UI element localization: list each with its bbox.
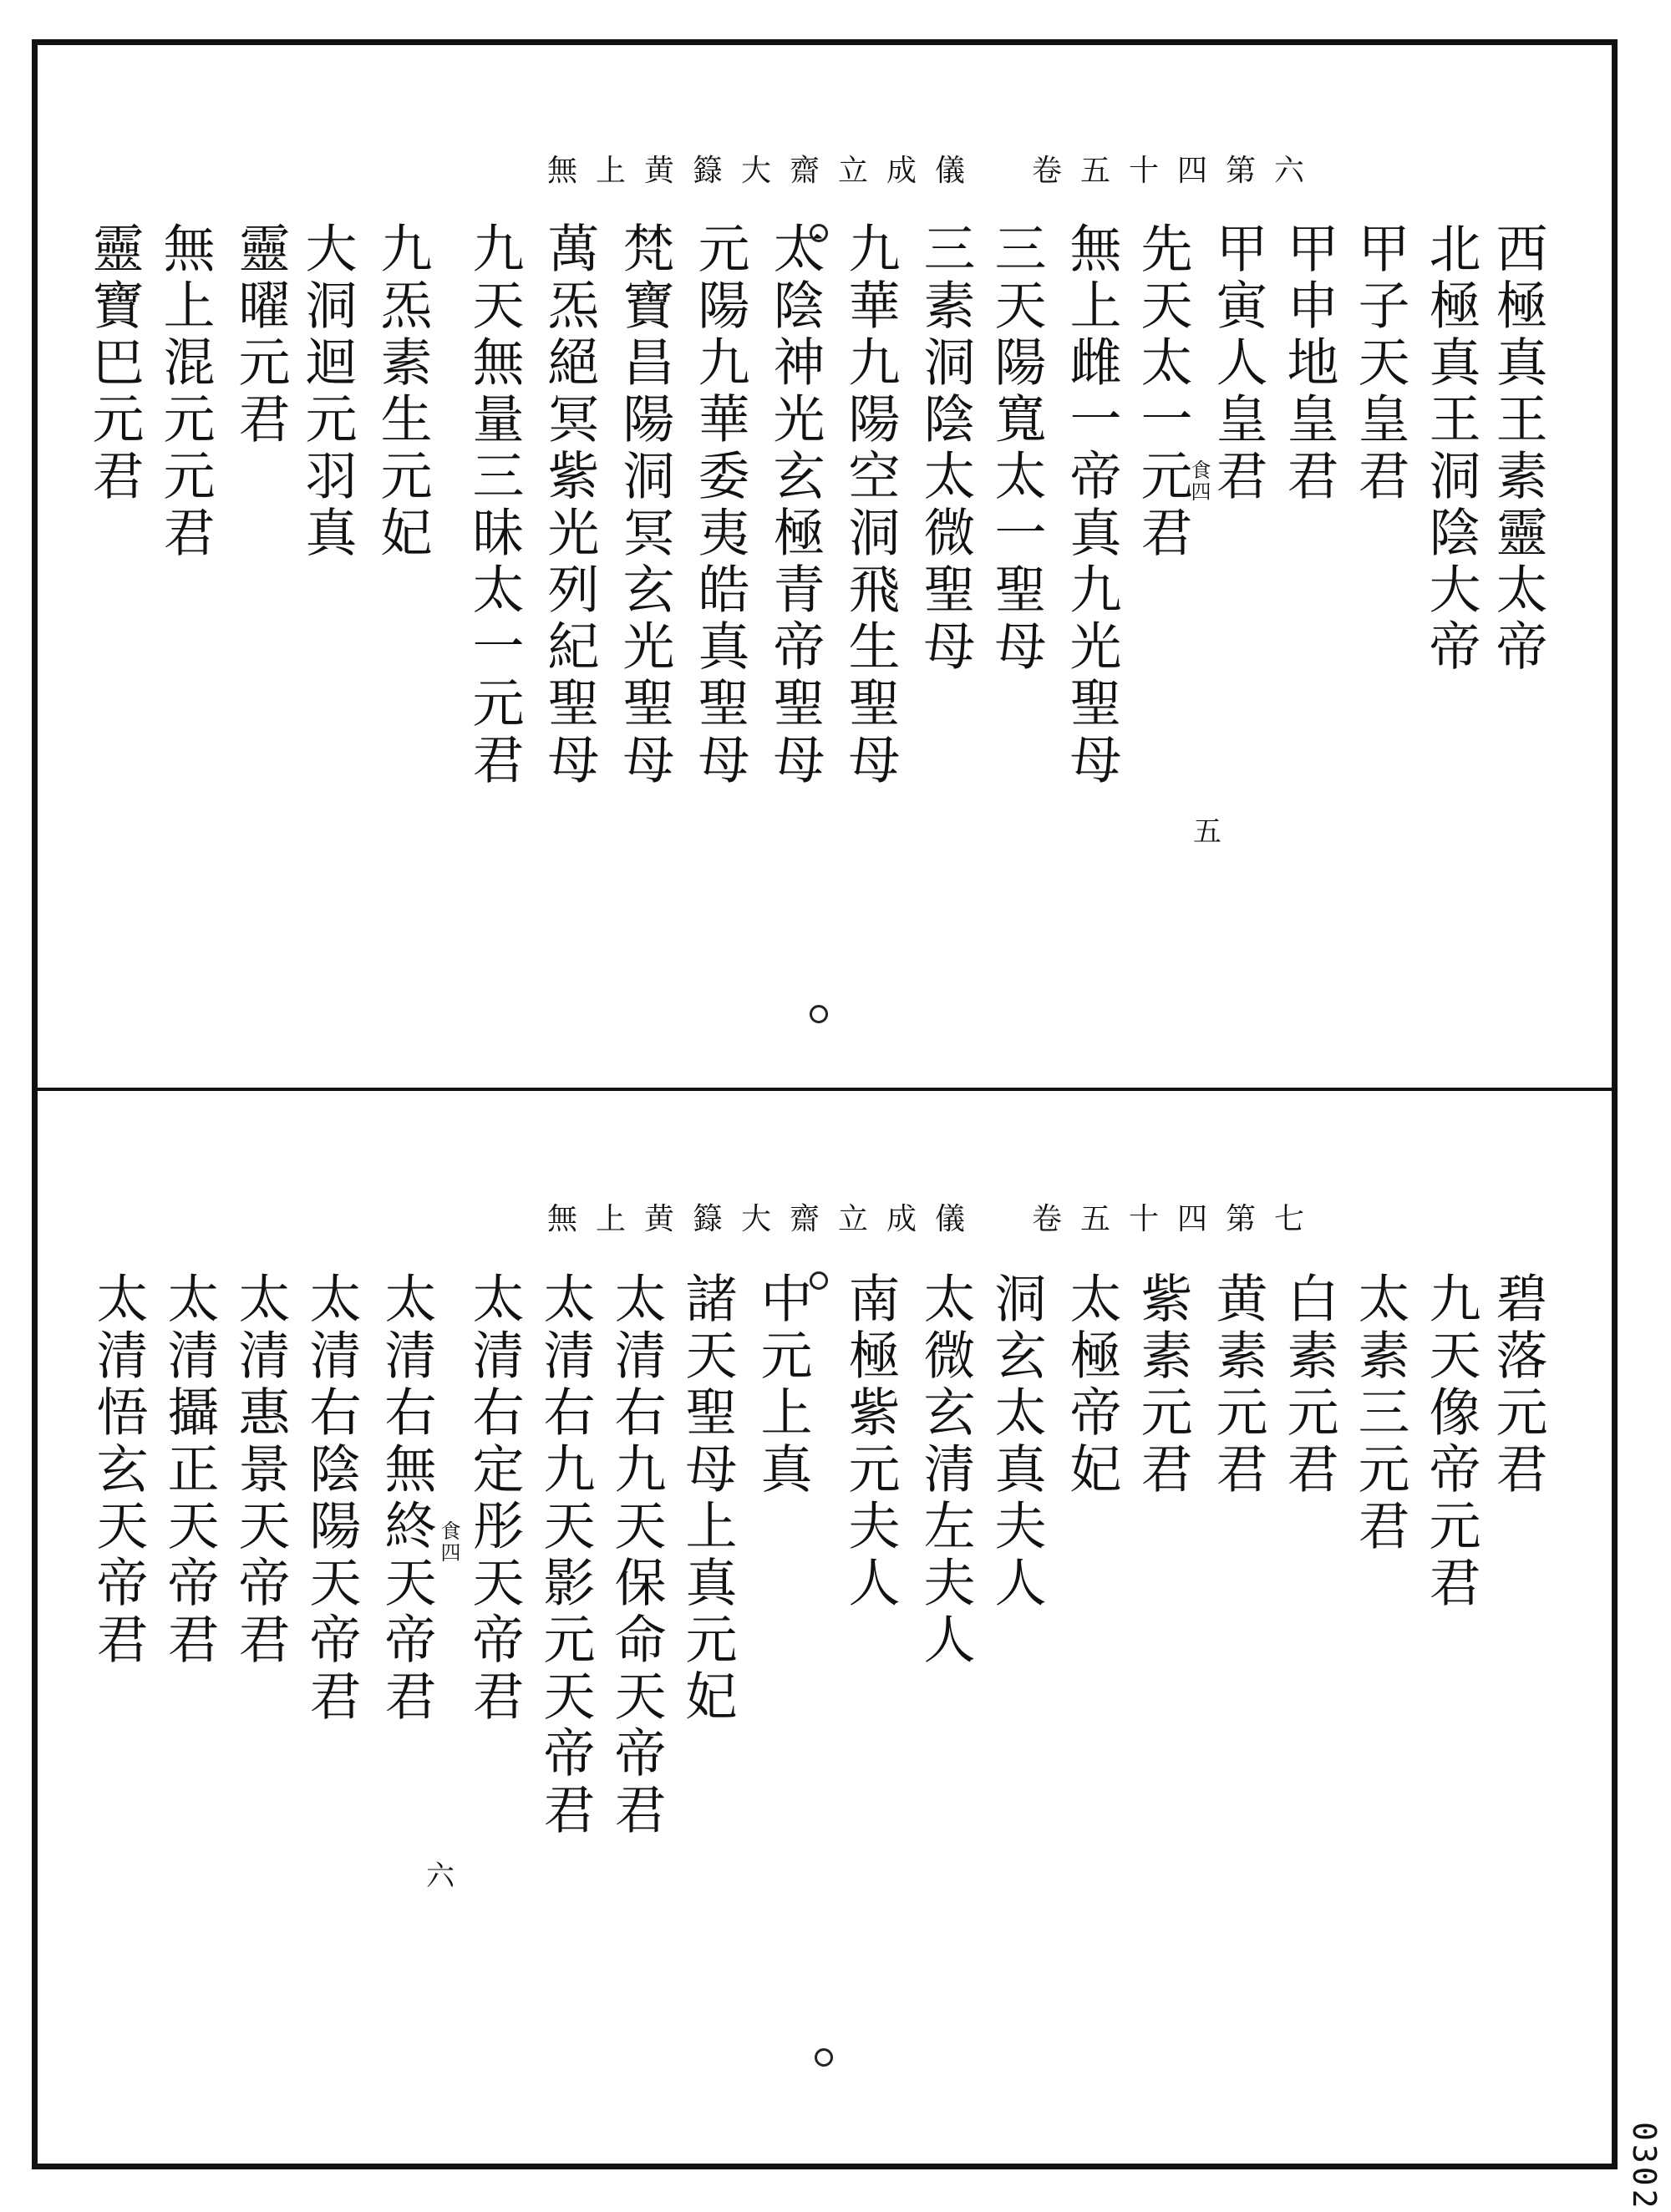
top-column: 甲子天皇君 <box>1349 221 1410 505</box>
top-column: 無上雌一帝真九光聖母 <box>1061 221 1122 789</box>
bottom-small-note: 食四 <box>437 1520 460 1564</box>
top-column: 甲申地皇君 <box>1278 221 1339 505</box>
bottom-column: 太清右無終天帝君 <box>376 1271 437 1726</box>
binding-hole <box>810 224 828 242</box>
top-page-number: 五 <box>1193 815 1222 849</box>
top-small-note: 食四 <box>1187 459 1211 503</box>
bottom-header: 無上黄籙大齋立成儀 卷五十四第七 <box>547 1202 1323 1236</box>
top-column: 先天太一元君 <box>1132 221 1193 562</box>
bottom-column: 洞玄太真夫人 <box>986 1271 1047 1612</box>
bottom-column: 白素元君 <box>1278 1271 1339 1499</box>
bottom-column: 九天像帝元君 <box>1420 1271 1481 1612</box>
bottom-column: 太微玄清左夫人 <box>915 1271 976 1669</box>
bottom-column: 太清右定彤天帝君 <box>464 1271 525 1726</box>
top-column: 九炁素生元妃 <box>372 221 433 562</box>
top-column: 九華九陽空洞飛生聖母 <box>840 221 901 789</box>
bottom-column: 太清右九天保命天帝君 <box>606 1271 667 1839</box>
bottom-column: 太清悟玄天帝君 <box>88 1271 149 1669</box>
top-column: 靈曜元君 <box>230 221 291 449</box>
bottom-column: 南極紫元夫人 <box>840 1271 901 1612</box>
bottom-column: 太清攝正天帝君 <box>159 1271 220 1669</box>
bottom-column: 諸天聖母上真元妃 <box>677 1271 738 1726</box>
top-column: 靈寶巴元君 <box>84 221 145 505</box>
binding-hole <box>810 1271 828 1290</box>
bottom-column: 碧落元君 <box>1487 1271 1548 1499</box>
top-column: 三素洞陰太微聖母 <box>915 221 976 676</box>
top-column: 九天無量三昧太一元君 <box>464 221 525 789</box>
bottom-column: 太素三元君 <box>1349 1271 1410 1555</box>
bottom-column: 太極帝妃 <box>1061 1271 1122 1499</box>
top-column: 西極真王素靈太帝 <box>1487 221 1548 676</box>
top-column: 元陽九華委夷皓真聖母 <box>689 221 750 789</box>
bottom-column: 太清右陰陽天帝君 <box>301 1271 362 1726</box>
top-column: 無上混元元君 <box>155 221 216 562</box>
top-header: 無上黄籙大齋立成儀 卷五十四第六 <box>547 154 1323 188</box>
top-column: 梵寶昌陽洞冥玄光聖母 <box>614 221 675 789</box>
bottom-column: 太清右九天影元天帝君 <box>535 1271 596 1839</box>
top-column: 大洞迴元羽真 <box>297 221 358 562</box>
top-column: 萬炁絕冥紫光列紀聖母 <box>539 221 600 789</box>
binding-hole <box>815 2048 833 2067</box>
top-column: 北極真王洞陰大帝 <box>1420 221 1481 676</box>
bottom-column: 黄素元君 <box>1207 1271 1268 1499</box>
binding-hole <box>810 1005 828 1023</box>
top-column: 三天陽寬太一聖母 <box>986 221 1047 676</box>
bottom-column: 紫素元君 <box>1132 1271 1193 1499</box>
bottom-page-number: 六 <box>426 1859 455 1893</box>
top-column: 太陰神光玄極青帝聖母 <box>764 221 825 789</box>
side-code: 0302 <box>1626 2122 1663 2212</box>
top-column: 甲寅人皇君 <box>1207 221 1268 505</box>
bottom-column: 中元上真 <box>752 1271 813 1499</box>
panel-divider <box>32 1088 1618 1091</box>
bottom-column: 太清惠景天帝君 <box>230 1271 291 1669</box>
